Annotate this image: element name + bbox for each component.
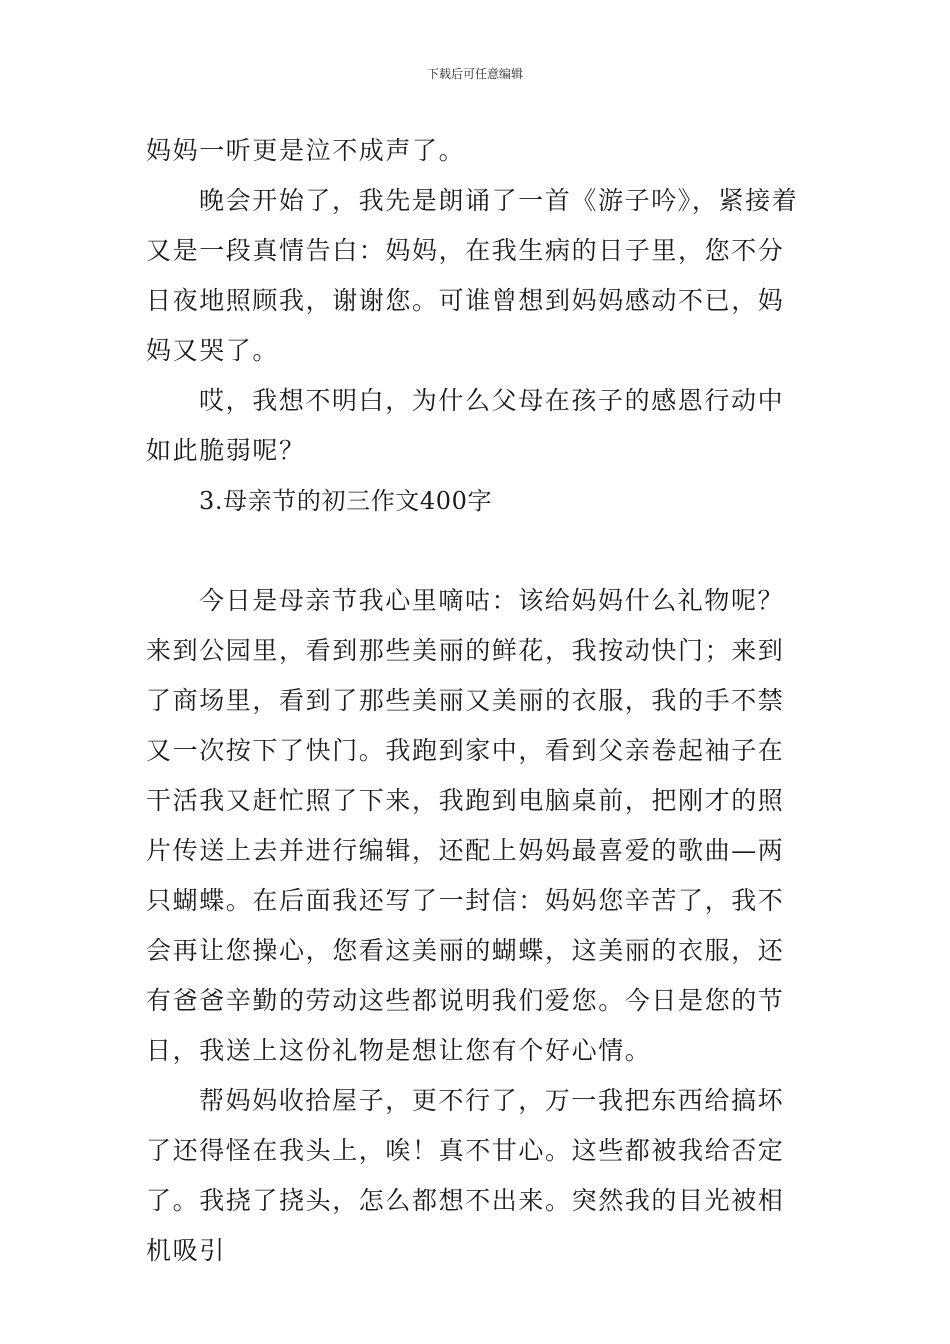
paragraph-cleaning: 帮妈妈收拾屋子，更不行了，万一我把东西给搞坏了还得怪在我头上，唉！真不甘心。这些都被我给否定了。我挠了挠头，怎么都想不出来。突然我的目光被相机吸引 [146, 1086, 785, 1265]
document-body [146, 126, 806, 1276]
paragraph-mothers-day-gift: 今日是母亲节我心里嘀咕：该给妈妈什么礼物呢？来到公园里，看到那些美丽的鲜花，我按动快门；来到了商场里，看到了那些美丽又美丽的衣服，我的手不禁又一次按下了快门。我跑到家中，看到父亲卷起袖子在干活我又赶忙照了下来，我跑到电脑桌前，把刚才的照片传送上去并进行编辑，还配上妈妈最喜爱的歌曲—两只蝴蝶。在后面我还写了一封信：妈妈您辛苦了，我不会再让您操心，您看这美丽的蝴蝶，这美丽的衣服，还有爸爸辛勤的劳动这些都说明我们爱您。今日是您的节日，我送上这份礼物是想让您有个好心情。 [146, 586, 785, 1065]
blank-line [146, 526, 806, 576]
section-heading: 3.母亲节的初三作文400字 [199, 487, 493, 515]
page-header: 下载后可任意编辑 [426, 67, 523, 81]
paragraph-question: 哎，我想不明白，为什么父母在孩子的感恩行动中如此脆弱呢？ [146, 386, 785, 465]
paragraph-continuation: 妈妈一听更是泣不成声了。 [146, 136, 466, 165]
paragraph-evening-party: 晚会开始了，我先是朗诵了一首《游子吟》，紧接着又是一段真情告白：妈妈，在我生病的日子里，您不分日夜地照顾我，谢谢您。可谁曾想到妈妈感动不已，妈妈又哭了。 [146, 186, 799, 365]
